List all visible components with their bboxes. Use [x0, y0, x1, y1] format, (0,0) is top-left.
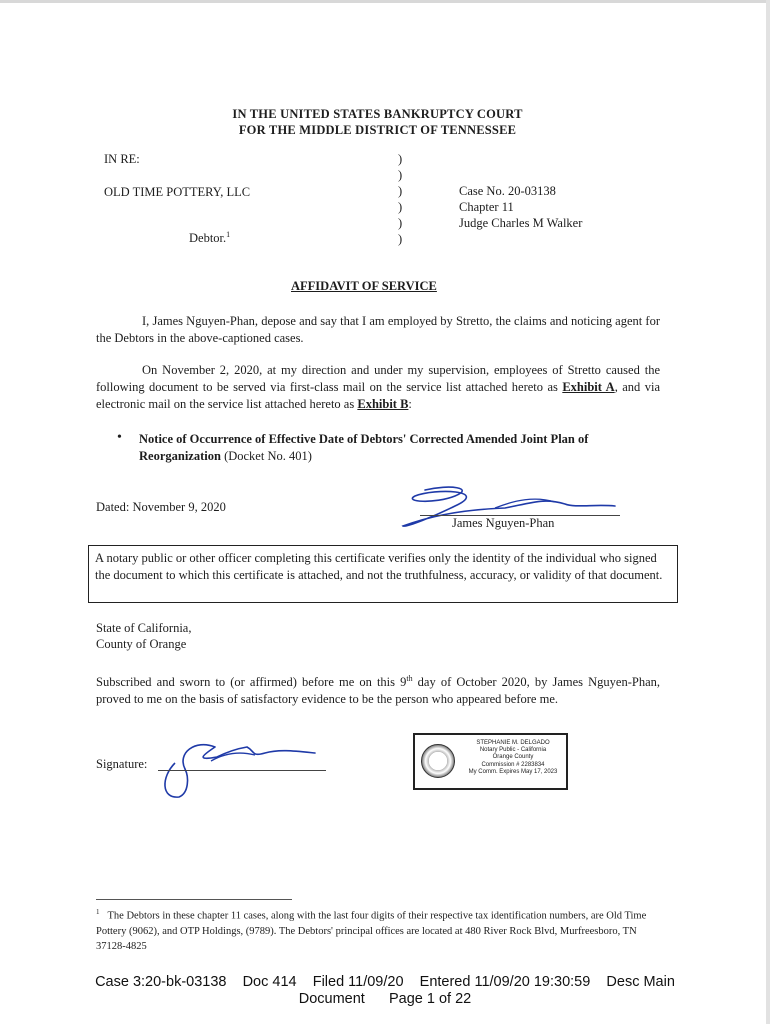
dated-line: Dated: November 9, 2020	[96, 500, 226, 514]
caption-paren: )	[398, 200, 403, 214]
notary-notice-text: A notary public or other officer completing this certificate verifies only the identity of the individual who signed the document to which this certificate is attached, and not the truthfulness, accuracy, or validity of that document.	[95, 551, 663, 582]
judge: Judge Charles M Walker	[459, 216, 583, 230]
court-title-line2: FOR THE MIDDLE DISTRICT OF TENNESSEE	[238, 123, 517, 137]
right-edge	[766, 0, 770, 1024]
caption-paren: )	[398, 216, 403, 230]
court-title-line1: IN THE UNITED STATES BANKRUPTCY COURT	[232, 107, 523, 121]
notary-stamp	[413, 733, 568, 790]
paragraph-service: On November 2, 2020, at my direction and under my supervision, employees of Stretto caused the following document to be served via first-class mail on the service list attached hereto as Exhibit A, and via electronic mail on the service list attached hereto as Exhibit B:	[96, 363, 660, 411]
in-re-label: IN RE:	[104, 152, 140, 166]
paragraph-employment: I, James Nguyen-Phan, depose and say that I am employed by Stretto, the claims and noticing agent for the Debtors in the above-captioned cases.	[96, 314, 660, 345]
signature-rule	[158, 770, 326, 771]
jurat-paragraph: Subscribed and sworn to (or affirmed) before me on this 9th day of October 2020, by James Nguyen-Phan, proved to me on the basis of satisfactory evidence to be the person who appeared before me.	[96, 674, 660, 707]
stamp-text: STEPHANIE M. DELGADO Notary Public - California Orange County Commission # 2283834 My Comm. Expires May 17, 2023	[468, 740, 558, 775]
venue-state: State of California,	[96, 621, 192, 635]
california-seal-icon	[421, 744, 455, 778]
chapter: Chapter 11	[459, 200, 514, 214]
exhibit-a-ref: Exhibit A	[562, 380, 615, 394]
debtor-name: OLD TIME POTTERY, LLC	[104, 185, 251, 199]
footnote-divider	[96, 899, 292, 900]
caption-paren: )	[398, 168, 403, 182]
notary-signature	[155, 733, 330, 803]
served-document: Notice of Occurrence of Effective Date of Debtors' Corrected Amended Joint Plan of Reorganization (Docket No. 401)	[139, 432, 589, 463]
exhibit-b-ref: Exhibit B	[357, 397, 409, 411]
top-edge	[0, 0, 770, 3]
venue-county: County of Orange	[96, 637, 187, 651]
signer-name: James Nguyen-Phan	[452, 516, 555, 530]
signature-label: Signature:	[96, 757, 148, 771]
affidavit-title: AFFIDAVIT OF SERVICE	[291, 279, 437, 293]
caption-paren: )	[398, 152, 403, 166]
debtor-label: Debtor.$^1$	[189, 230, 231, 246]
caption-paren: )	[398, 184, 403, 198]
notary-notice-box	[88, 545, 678, 603]
case-number: Case No. 20-03138	[459, 184, 556, 198]
caption-paren: )	[398, 232, 403, 246]
bullet-icon: •	[117, 430, 122, 445]
docket-footer-line2: Document Page 1 of 22	[298, 991, 472, 1007]
footnote: $^1$ The Debtors in these chapter 11 cases, along with the last four digits of their respective tax identification numbers, are Old Time Pottery (9062), and OTP Holdings, (9789). The Debtors' principal offices are located at 480 River Rock Blvd, Murfreesboro, TN 37128-4825	[96, 908, 647, 952]
docket-footer-line1: Case 3:20-bk-03138 Doc 414 Filed 11/09/20 Entered 11/09/20 19:30:59 Desc Main	[95, 974, 675, 990]
